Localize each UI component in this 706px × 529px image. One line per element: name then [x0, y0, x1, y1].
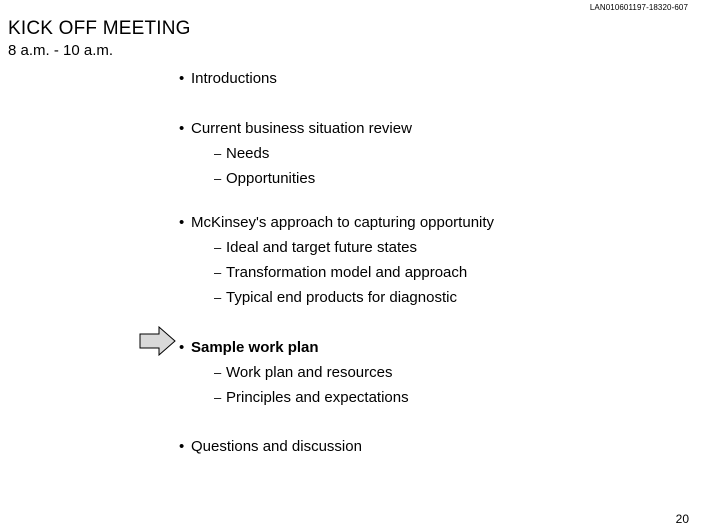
agenda-item-label: Questions and discussion	[191, 438, 362, 455]
bullet-icon: •	[179, 339, 185, 356]
sub-item-label: Typical end products for diagnostic	[226, 289, 457, 306]
sub-item-resources	[214, 364, 392, 381]
agenda-item-label: McKinsey's approach to capturing opportunity	[191, 214, 495, 231]
dash-marker: –	[214, 240, 222, 255]
sub-item-transformation	[214, 264, 467, 281]
agenda-item-label: Current business situation review	[191, 120, 412, 137]
dash-marker: –	[214, 390, 222, 405]
sub-item-label: Ideal and target future states	[226, 239, 417, 256]
bullet-icon: •	[179, 438, 185, 455]
sub-item-opportunities	[214, 170, 315, 187]
sub-item-label: Transformation model and approach	[226, 264, 468, 281]
agenda-item-introductions	[179, 70, 277, 87]
agenda-item-work-plan	[179, 339, 319, 356]
sub-item-end-products	[214, 289, 457, 306]
dash-marker: –	[214, 290, 222, 305]
sub-item-label: Needs	[226, 145, 270, 162]
dash-marker: –	[214, 265, 222, 280]
bullet-icon: •	[179, 214, 185, 231]
meeting-time: 8 a.m. - 10 a.m.	[8, 42, 114, 59]
sub-item-label: Principles and expectations	[226, 389, 409, 406]
page-title: KICK OFF MEETING	[8, 18, 191, 39]
agenda-item-label: Introductions	[191, 70, 277, 87]
agenda-item-questions	[179, 438, 362, 455]
bullet-icon: •	[179, 70, 185, 87]
sub-item-principles	[214, 389, 409, 406]
agenda-item-approach	[179, 214, 494, 231]
dash-marker: –	[214, 146, 222, 161]
right-arrow-icon	[139, 326, 177, 356]
document-id: LAN010601197-18320-607	[589, 3, 688, 12]
sub-item-label: Work plan and resources	[226, 364, 393, 381]
sub-item-future-states	[214, 239, 417, 256]
agenda-item-business-review	[179, 120, 412, 137]
sub-item-label: Opportunities	[226, 170, 316, 187]
sub-item-needs	[214, 145, 269, 162]
dash-marker: –	[214, 365, 222, 380]
dash-marker: –	[214, 171, 222, 186]
bullet-icon: •	[179, 120, 185, 137]
agenda-item-label: Sample work plan	[191, 339, 319, 356]
page-number: 20	[675, 512, 689, 526]
